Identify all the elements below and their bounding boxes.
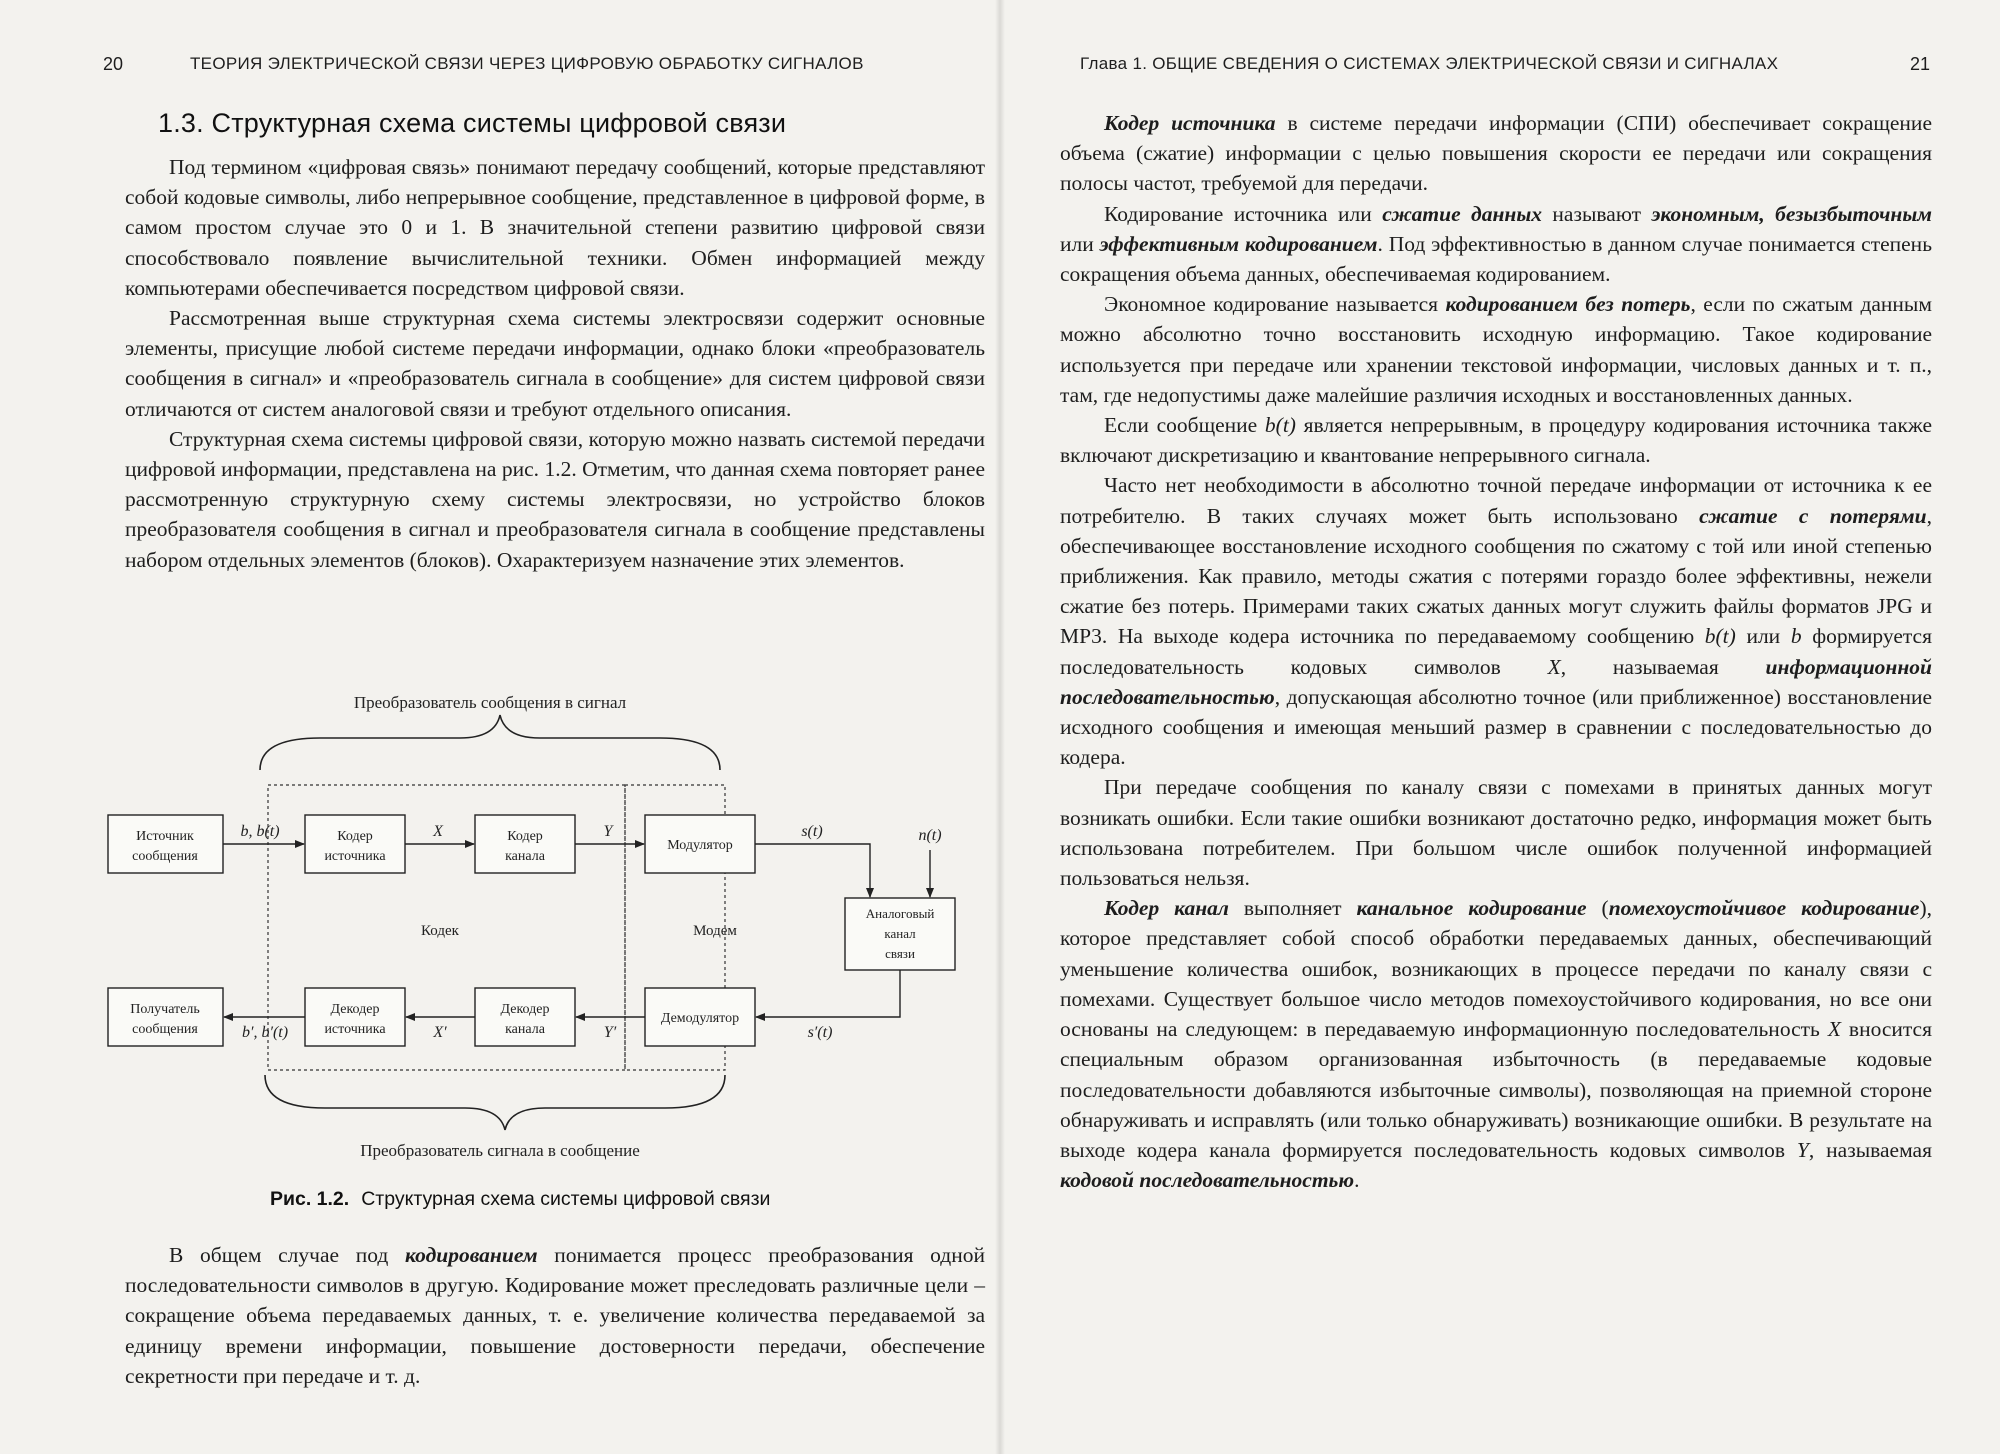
signal-b-label: b, b(t) — [240, 823, 280, 840]
top-label: Преобразователь сообщения в сигнал — [353, 693, 627, 712]
message-receiver-label: Получатель — [130, 1002, 200, 1017]
var-x: X — [1547, 654, 1561, 679]
arrow-s — [755, 844, 870, 897]
bottom-label: Преобразователь сигнала в сообщение — [360, 1141, 640, 1160]
analog-channel-label: связи — [885, 946, 915, 961]
message-source-label: Источник — [136, 829, 194, 844]
term-code-sequence: кодовой последовательностью — [1060, 1168, 1355, 1193]
analog-channel-label: Аналоговый — [865, 906, 935, 921]
term-lossless: кодированием без потерь — [1445, 292, 1691, 317]
term-lossy: сжатие с потерями — [1699, 503, 1927, 528]
signal-x-label: X — [433, 823, 443, 840]
bottom-brace — [265, 1075, 725, 1130]
var-y: Y — [1796, 1137, 1809, 1162]
message-source-label: сообщения — [132, 849, 198, 864]
source-decoder-label: источника — [324, 1022, 386, 1037]
paragraph: Структурная схема системы цифровой связи, которую можно назвать системой передачи цифровой информации, представлена на рис. 1.2. Отметим, что данная схема повторяет ранее рассмотренную структурную схему системы электросвязи, но устройство блоков преобразователя сообщения в сигнал и преобразователя сигнала в сообщение представлены набором отдельных элементов (блоков). Охарактеризуем назначение этих элементов. — [125, 426, 985, 572]
channel-decoder-label: Декодер — [500, 1002, 550, 1017]
right-page-number: 21 — [1910, 54, 1931, 74]
channel-coder-label: Кодер — [507, 829, 543, 844]
paragraph: В общем случае под кодированием понимается процесс преобразования одной последовательности символов в другую. Кодирование может преследовать различные цели – сокращение объема передаваемых данных, т. е. увеличение количества передаваемой за единицу времени информации, повышение достоверности передачи, обеспечение секретности при передаче и т. д. — [125, 1243, 985, 1388]
paragraph: Под термином «цифровая связь» понимают передачу сообщений, которые представляют собой кодовые символы, либо непрерывное сообщение, представленное в цифровой форме, в самом простом случае это 0 и 1. В значительной степени развитию цифровой связи способствовало появление вычислительной техники. Обмен информацией между компьютерами обеспечивается посредством цифровой связи. — [125, 155, 985, 300]
right-page — [1000, 0, 2000, 1454]
term-efficient-coding: эффективным кодированием — [1099, 231, 1378, 256]
term-source-coder: Кодер источника — [1104, 111, 1276, 135]
diagram-svg — [100, 690, 980, 1160]
term-channel-coding: канальное кодирование — [1356, 896, 1587, 921]
channel-decoder-block — [475, 988, 575, 1046]
paragraph: Рассмотренная выше структурная схема системы электросвязи содержит основные элементы, присущие любой системе передачи информации, однако блоки «преобразователь сообщения в сигнал» и «преобразователь сигнала в сообщение» для систем цифровой связи отличаются от систем аналоговой связи и требуют отдельного описания. — [125, 306, 985, 421]
var-x: X — [1827, 1017, 1841, 1042]
left-page-number: 20 — [103, 54, 124, 74]
message-receiver-label: сообщения — [132, 1022, 198, 1037]
modulator-label: Модулятор — [667, 838, 733, 853]
paragraph: Кодирование источника или сжатие данных называют экономным, безызбыточным или эффективным кодированием. Под эффективностью в данном случае понимается степень сокращения объема данных, обеспечиваемая кодированием. — [1060, 201, 1932, 287]
term-noise-resistant-coding: помехоустойчивое кодирование — [1608, 896, 1920, 921]
left-running-head: ТЕОРИЯ ЭЛЕКТРИЧЕСКОЙ СВЯЗИ ЧЕРЕЗ ЦИФРОВУЮ ОБРАБОТКУ СИГНАЛОВ — [190, 54, 864, 73]
signal-y-label: Y — [603, 823, 613, 840]
signal-s-prime-label: s′(t) — [807, 1024, 833, 1041]
source-coder-block — [305, 815, 405, 873]
figure-caption-label: Рис. 1.2. — [270, 1188, 350, 1210]
right-body-text — [1060, 108, 1932, 1195]
modem-label: Модем — [693, 923, 737, 939]
var-b: b — [1790, 624, 1802, 649]
demodulator-label: Демодулятор — [660, 1011, 740, 1026]
source-decoder-block — [305, 988, 405, 1046]
channel-coder-label: канала — [505, 849, 545, 864]
figure-caption — [270, 1188, 770, 1211]
paragraph: При передаче сообщения по каналу связи с помехами в принятых данных могут возникать ошибки. Если такие ошибки возникают достаточно редко, информация может быть использована потребителем. При большом числе ошибок полученной информацией пользоваться нельзя. — [1060, 775, 1932, 891]
signal-x-prime-label: X′ — [433, 1024, 447, 1041]
codec-label: Кодек — [421, 923, 459, 939]
signal-s-label: s(t) — [801, 823, 823, 840]
signal-y-prime-label: Y′ — [603, 1024, 617, 1041]
paragraph: Кодер канал выполняет канальное кодирование (помехоустойчивое кодирование), которое представляет собой способ обработки передаваемых данных, обеспечивающий уменьшение количества ошибок, возникающих в процессе передачи по каналу связи с помехами. Существует большое число методов помехоустойчивого кодирования, но все они основаны на следующем: в передаваемую информационную последовательность X вносится специальным образом организованная избыточность (в передаваемые кодовые последовательности добавляются избыточные символы), позволяющая на приемной стороне обнаруживать и исправлять (или только обнаруживать) возникающие ошибки. В результате на выходе кодера канала формируется последовательность кодовых символов Y, называемая кодовой последовательностью. — [1060, 896, 1932, 1193]
term-economic: экономным, безызбыточным — [1651, 201, 1932, 226]
message-source-block — [108, 815, 223, 873]
paragraph: Часто нет необходимости в абсолютно точной передаче информации от источника к ее потребителю. В таких случаях может быть использовано сжатие с потерями, обеспечивающее восстановление исходного сообщения по сжатому с той или иной степенью приближения. Как правило, методы сжатия с потерями гораздо более эффективны, нежели сжатие без потерь. Примерами таких сжатых данных могут служить файлы форматов JPG и MP3. На выходе кодера источника по передаваемому сообщению b(t) или b формируется последовательность кодовых символов X, называемая информационной последовательностью, допускающая абсолютно точное (или приближенное) восстановление исходного сообщения и имеющая меньший размер в сравнении с последовательностью до кодера. — [1060, 473, 1932, 770]
channel-decoder-label: канала — [505, 1022, 545, 1037]
source-coder-label: Кодер — [337, 829, 373, 844]
term-data-compression: сжатие данных — [1382, 201, 1542, 226]
left-body-text-bottom — [125, 1240, 985, 1391]
message-receiver-block — [108, 988, 223, 1046]
analog-channel-label: канал — [884, 926, 916, 941]
signal-b-prime-label: b′, b′(t) — [241, 1024, 289, 1041]
term-info-sequence: информационной последовательностью — [1060, 654, 1932, 709]
paragraph: Кодер источника в системе передачи информации (СПИ) обеспечивает сокращение объема (сжатие) информации с целью повышения скорости ее передачи или сокращения полосы частот, требуемой для передачи. — [1060, 111, 1932, 196]
var-b-t: b(t) — [1704, 624, 1736, 649]
source-coder-label: источника — [324, 849, 386, 864]
paragraph: Если сообщение b(t) является непрерывным, в процедуру кодирования источника также включают дискретизацию и квантование непрерывного сигнала. — [1060, 413, 1932, 468]
channel-coder-block — [475, 815, 575, 873]
digital-communication-diagram — [100, 690, 980, 1160]
top-brace — [260, 715, 720, 770]
section-title: 1.3. Структурная схема системы цифровой связи — [158, 108, 787, 138]
left-body-text-top — [125, 152, 985, 575]
term-channel-coder: Кодер канал — [1104, 896, 1229, 921]
term-coding: кодированием — [405, 1243, 538, 1267]
var-b-t: b(t) — [1264, 413, 1296, 438]
arrow-s-prime — [756, 970, 900, 1017]
source-decoder-label: Декодер — [330, 1002, 380, 1017]
signal-n-label: n(t) — [918, 827, 942, 844]
figure-caption-text: Структурная схема системы цифровой связи — [361, 1188, 771, 1210]
paragraph: Экономное кодирование называется кодированием без потерь, если по сжатым данным можно абсолютно точно восстановить исходную информацию. Такое кодирование используется при передаче или хранении текстовой информации, числовых данных и т. п., там, где недопустимы даже малейшие различия исходных и восстановленных данных. — [1060, 292, 1932, 407]
right-running-head: Глава 1. ОБЩИЕ СВЕДЕНИЯ О СИСТЕМАХ ЭЛЕКТРИЧЕСКОЙ СВЯЗИ И СИГНАЛАХ — [1080, 54, 1779, 73]
